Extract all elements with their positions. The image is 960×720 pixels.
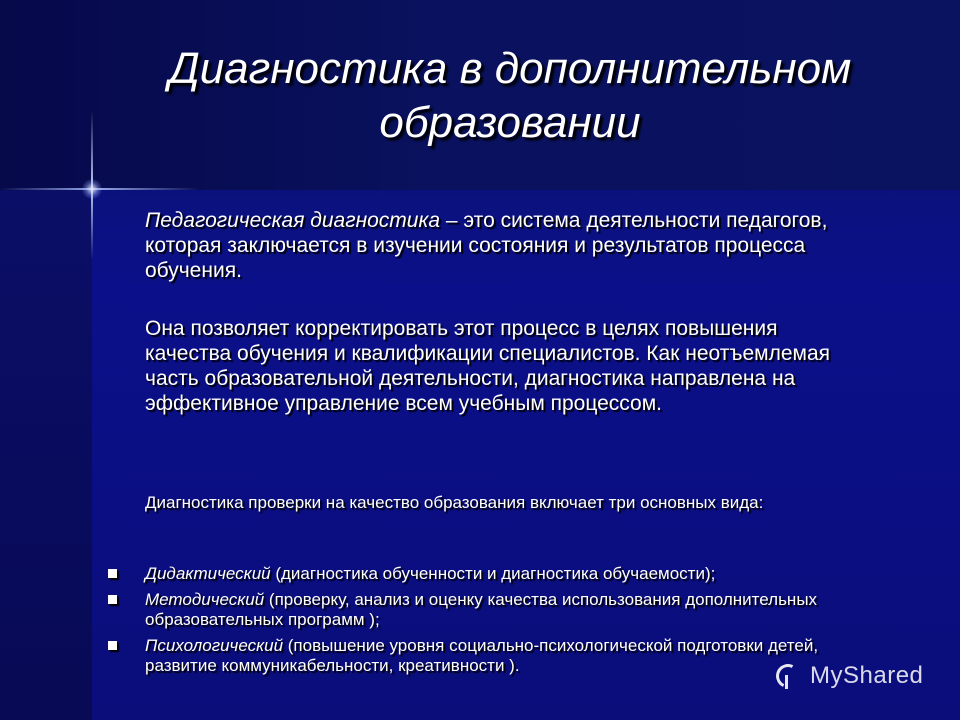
- light-flare-icon: [82, 179, 102, 199]
- list-item: [108, 564, 828, 584]
- type-name: Дидактический: [145, 564, 271, 583]
- myshared-logo-icon: [772, 661, 802, 691]
- watermark-text: MyShared: [810, 662, 924, 689]
- square-bullet-icon: [108, 595, 117, 604]
- type-name: Психологический: [145, 636, 284, 655]
- list-item: [108, 590, 828, 630]
- purpose-paragraph: Она позволяет корректировать этот процесс в целях повышения качества обучения и квалификации специалистов. Как неотъемлемая часть образовательной деятельности, диагностика направлена на эффективное управление всем учебным процессом.: [145, 317, 831, 415]
- definition-text: – это система деятельности педагогов, которая заключается в изучении состояния и результатов процесса обучения.: [145, 209, 828, 282]
- definition-paragraph: [145, 208, 865, 283]
- type-desc: (проверку, анализ и оценку качества использования дополнительных образовательных программ );: [145, 590, 818, 629]
- list-item: [108, 636, 828, 676]
- watermark: [772, 658, 952, 694]
- slide-title: Диагностика в дополнительном образовании: [168, 44, 852, 147]
- square-bullet-icon: [108, 641, 117, 650]
- type-name: Методический: [145, 590, 265, 609]
- type-desc: (диагностика обученности и диагностика обучаемости);: [270, 564, 716, 583]
- left-band: [0, 190, 92, 720]
- square-bullet-icon: [108, 569, 117, 578]
- type-desc: (повышение уровня социально-психологической подготовки детей, развитие коммуникабельности, креативности ).: [145, 636, 819, 675]
- definition-term: Педагогическая диагностика: [145, 209, 441, 232]
- types-intro: Диагностика проверки на качество образования включает три основных вида:: [145, 493, 764, 512]
- diagnostic-types-list: [108, 564, 828, 682]
